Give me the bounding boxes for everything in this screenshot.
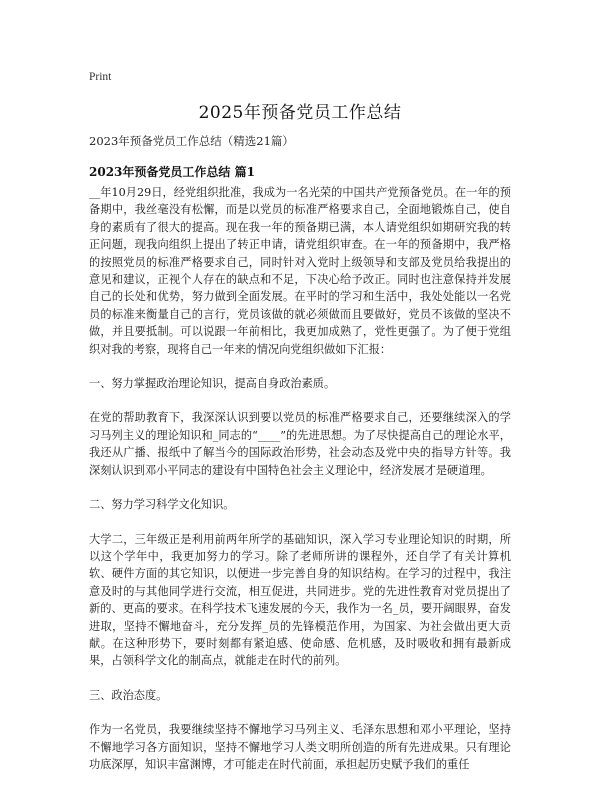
document-subtitle: 2023年预备党员工作总结（精选21篇） <box>89 134 294 148</box>
page-title: 2025年预备党员工作总结 <box>198 103 402 123</box>
item3-heading: 三、政治态度。 <box>89 688 168 702</box>
item3-paragraph: 作为一名党员，我要继续坚持不懈地学习马列主义、毛泽东思想和邓小平理论，坚持不懈地学习各方面知识，坚持不懈地学习人类文明所创造的所有先进成果。只有理论功底深厚，知识丰富渊博，才可能走在时代前面，承担起历史赋予我们的重任 <box>89 723 511 771</box>
item1-heading: 一、努力掌握政治理论知识，提高自身政治素质。 <box>89 377 336 391</box>
document-body <box>89 184 511 790</box>
item1-paragraph: 在党的帮助教育下，我深深认识到要以党员的标准严格要求自己，还要继续深入的学习马列主义的理论知识和_同志的“____”的先进思想。为了尽快提高自己的理论水平，我还从广播、报纸中了解当今的国际政治形势，社会动态及党中央的指导方针等。我深刻认识到邓小平同志的建设有中国特色社会主义理论中，经济发展才是硬道理。 <box>89 411 511 477</box>
intro-paragraph: __年10月29日，经党组织批准，我成为一名光荣的中国共产党预备党员。在一年的预备期中，我丝毫没有松懈，而是以党员的标准严格要求自己，全面地锻炼自己，使自身的素质有了很大的提高。现在我一年的预备期已满，本人请党组织如期研究我的转正问题，现我向组织上提出了转正申请，请党组织审查。在一年的预备期中，我严格的按照党员的标准严格要求自己，同时针对入党时上级领导和支部及党员给我提出的意见和建议，正视个人存在的缺点和不足，下决心给予改正。同时也注意保持并发展自己的长处和优势，努力做到全面发展。在平时的学习和生活中，我处处能以一名党员的标准来衡量自己的言行，党员该做的就必须做而且要做好，党员不该做的坚决不做，并且要抵制。可以说跟一年前相比，我更加成熟了，党性更强了。为了便于党组织对我的考察，现将自己一年来的情况向党组织做如下汇报： <box>89 186 511 356</box>
print-label: Print <box>89 71 112 83</box>
section-heading: 2023年预备党员工作总结 篇1 <box>89 165 255 179</box>
item2-heading: 二、努力学习科学文化知识。 <box>89 498 235 512</box>
item2-paragraph: 大学二，三年级正是利用前两年所学的基础知识，深入学习专业理论知识的时期，所以这个学年中，我更加努力的学习。除了老师所讲的课程外，还自学了有关计算机软、硬件方面的其它知识，以便进一步完善自身的知识结构。在学习的过程中，我注意及时的与其他同学进行交流，相互促进，共同进步。党的先进性教育对党员提出了新的、更高的要求。在科学技术飞速发展的今天，我作为一名_员，要开阔眼界，奋发进取，坚持不懈地奋斗，充分发挥_员的先锋模范作用，为国家、为社会做出更大贡献。在这种形势下，要时刻都有紧迫感、使命感、危机感，及时吸收和拥有最新成果，占领科学文化的制高点，就能走在时代的前列。 <box>89 532 511 668</box>
